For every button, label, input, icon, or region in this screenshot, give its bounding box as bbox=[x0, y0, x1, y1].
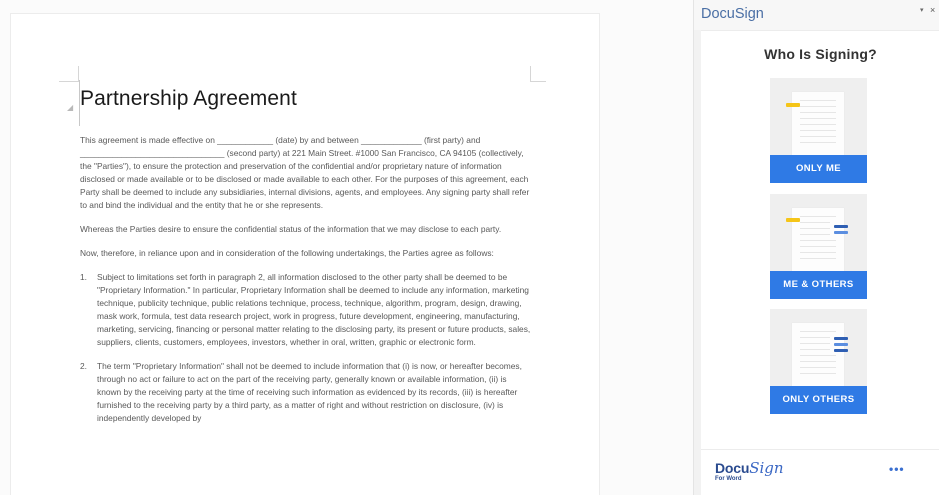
heading-collapse-icon[interactable]: ◢ bbox=[67, 103, 74, 112]
document-title: Partnership Agreement bbox=[80, 87, 297, 110]
close-icon[interactable]: × bbox=[930, 5, 936, 15]
list-item-text: The term "Proprietary Information" shall not be deemed to include information that (i) is now, or hereafter becomes, through no act or failure to act on the part of the receiving party, generally known or available information, (ii) is known by the receiving party at the time of receiving such information as evidenced by its records, (iii) is hereafter furnished to the receiving party by a third party, as a matter of right and without restriction on disclosure, (iv) is independently developed by bbox=[97, 361, 522, 423]
list-item bbox=[80, 360, 532, 425]
signature-tag-blue bbox=[834, 225, 848, 228]
text-line bbox=[800, 240, 836, 241]
list-number: 2. bbox=[80, 361, 87, 371]
text-line bbox=[800, 373, 836, 374]
text-line bbox=[800, 337, 830, 338]
pane-title: DocuSign bbox=[701, 6, 764, 22]
paragraph: Whereas the Parties desire to ensure the confidential status of the information that we may disclose to each party. bbox=[80, 224, 502, 234]
text-line bbox=[800, 355, 836, 356]
document-others-icon bbox=[792, 323, 844, 387]
list-item-text: Subject to limitations set forth in paragraph 2, all information disclosed to the other party shall be deemed to be "Proprietary Information." In particular, Proprietary Information shall be deemed to include any information, marketing technique, publicity technique, public relations technique, process, technique, algorithm, program, design, drawing, mask work, formula, test data research project, work in progress, future development, engineering, manufacturing, marketing, servicing, financing or personal matter relating to the disclosing party, its present or future products, sales, suppliers, clients, customers, employees, investors, whether in oral, written, graphic or electronic form. bbox=[97, 272, 531, 347]
more-options-button[interactable]: ••• bbox=[889, 462, 905, 476]
signature-tag-yellow bbox=[786, 103, 800, 107]
document-self-icon bbox=[792, 92, 844, 156]
me-and-others-button[interactable]: ME & OTHERS bbox=[770, 271, 867, 299]
option-only-others[interactable] bbox=[770, 309, 867, 414]
list-number: 1. bbox=[80, 272, 87, 282]
docusign-task-pane bbox=[693, 0, 939, 495]
logo-docu-text: Docu bbox=[715, 460, 750, 476]
text-line bbox=[800, 222, 830, 223]
paragraph: This agreement is made effective on ____________ (date) by and between _____________ (first party) and _______________________________ (second party) at 221 Main Street. #1000 San Francisco, CA 94105 (collectively, the "Parties"), to ensure the protection and preservation of the confidential and/or proprietary nature of information disclosed or made available or to be disclosed or made available to each other. For the purposes of this agreement, each Party shall be deemed to include any subsidiaries, internal divisions, agents, and employees. Any signing party shall refer to and bind the individual and the entity that he or she represents. bbox=[80, 135, 530, 210]
pane-body bbox=[701, 30, 939, 449]
text-line bbox=[800, 367, 836, 368]
option-only-me[interactable] bbox=[770, 78, 867, 183]
text-line bbox=[800, 228, 830, 229]
text-line bbox=[800, 361, 836, 362]
pane-options-dropdown-icon[interactable]: ▾ bbox=[920, 7, 924, 14]
text-line bbox=[800, 136, 836, 137]
logo-subtitle: For Word bbox=[715, 476, 742, 482]
signature-tag-blue bbox=[834, 337, 848, 340]
text-line bbox=[800, 118, 836, 119]
signature-tag-yellow bbox=[786, 218, 800, 222]
margin-corner-mark bbox=[59, 66, 79, 82]
paragraph: Now, therefore, in reliance upon and in consideration of the following undertakings, the Parties agree as follows: bbox=[80, 248, 494, 258]
text-line bbox=[800, 112, 836, 113]
text-line bbox=[800, 234, 830, 235]
signature-tag-blue bbox=[834, 231, 848, 234]
only-others-button[interactable]: ONLY OTHERS bbox=[770, 386, 867, 414]
only-me-button[interactable]: ONLY ME bbox=[770, 155, 867, 183]
text-line bbox=[800, 349, 830, 350]
margin-corner-mark bbox=[530, 66, 546, 82]
signature-tag-blue bbox=[834, 343, 848, 346]
numbered-list bbox=[80, 271, 532, 425]
text-line bbox=[800, 216, 836, 217]
text-line bbox=[800, 252, 836, 253]
text-line bbox=[800, 124, 836, 125]
who-is-signing-heading: Who Is Signing? bbox=[764, 46, 877, 62]
document-page[interactable] bbox=[10, 13, 600, 495]
text-line bbox=[800, 258, 836, 259]
list-item bbox=[80, 271, 532, 349]
text-line bbox=[800, 106, 836, 107]
text-line bbox=[800, 343, 830, 344]
document-self-and-others-icon bbox=[792, 208, 844, 272]
pane-left-gutter bbox=[694, 30, 701, 495]
text-line bbox=[800, 142, 836, 143]
pane-header bbox=[694, 0, 939, 30]
pane-footer bbox=[701, 449, 939, 495]
text-line bbox=[800, 100, 836, 101]
text-line bbox=[800, 130, 836, 131]
document-body[interactable] bbox=[80, 86, 532, 436]
signature-tag-blue bbox=[834, 349, 848, 352]
option-me-and-others[interactable] bbox=[770, 194, 867, 299]
logo-sign-text: Sign bbox=[749, 459, 784, 477]
text-line bbox=[800, 331, 836, 332]
text-line bbox=[800, 246, 836, 247]
